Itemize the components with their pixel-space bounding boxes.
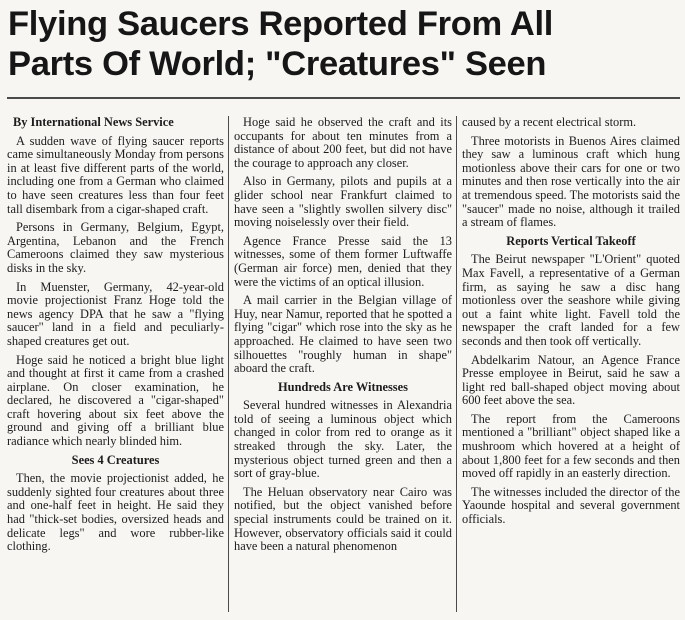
- column-2: [234, 116, 452, 616]
- headline: [8, 4, 680, 84]
- paragraph-continuation: caused by a recent electrical storm.: [462, 116, 637, 129]
- paragraph: Persons in Germany, Belgium, Egypt, Argentina, Lebanon and the French Cameroons claimed they saw mysterious disks in the sky.: [7, 220, 224, 275]
- paragraph: A mail carrier in the Belgian village of Huy, near Namur, reported that he spotted a flying "cigar" which rose into the sky as he approached. He claimed to have seen two silhouettes "roughly human in shape" aboard the craft.: [234, 293, 452, 376]
- paragraph: Agence France Presse said the 13 witnesses, some of them former Luftwaffe (German air force) men, denied that they were the victims of an optical illusion.: [234, 233, 452, 289]
- column-1: [7, 116, 224, 616]
- byline: By International News Service: [13, 116, 174, 129]
- subheading: Sees 4 Creatures: [71, 452, 160, 467]
- paragraph: The report from the Cameroons mentioned a "brilliant" object shaped like a mushroom which hovered at a height of about 1,800 feet for a few seconds and then moved off rapidly in an easterly direction.: [462, 411, 680, 481]
- headline-rule: [7, 97, 680, 99]
- column-3: [462, 116, 680, 616]
- paragraph: Then, the movie projectionist added, he suddenly sighted four creatures about three and one-half feet in height. He said they had "thick-set bodies, oversized heads and delicate legs" and wore rubber-like clothing.: [7, 471, 224, 554]
- headline-line-2: Parts Of World; "Creatures" Seen: [8, 45, 547, 83]
- subheading: Reports Vertical Takeoff: [506, 233, 636, 248]
- paragraph: Abdelkarim Natour, an Agence France Presse employee in Beirut, said he saw a light red ball-shaped object moving about 600 feet above the sea.: [462, 352, 680, 408]
- paragraph: Hoge said he noticed a bright blue light and thought at first it came from a crashed airplane. On closer examination, he declared, he discovered a "cigar-shaped" craft hovering about six feet above the ground and giving off a brilliant blue radiance which nearly blinded him.: [7, 352, 224, 449]
- paragraph: Also in Germany, pilots and pupils at a glider school near Frankfurt claimed to have seen a "slightly swollen silvery disc" moving noiselessly over their field.: [234, 174, 452, 230]
- paragraph: Several hundred witnesses in Alexandria told of seeing a luminous object which changed in color from red to orange as it streaked through the sky. Later, the mysterious object turned green and then a sort of gray-blue.: [234, 398, 452, 481]
- paragraph: The Beirut newspaper "L'Orient" quoted Max Favell, a representative of a German firm, as saying he saw a disc hang motionless over the seashore while giving out a faint white light. Favell told the newspaper the craft landed for a few seconds and then took off vertically.: [462, 252, 680, 348]
- subheading: Hundreds Are Witnesses: [278, 379, 408, 394]
- column-rule-2: [456, 116, 457, 612]
- paragraph: The witnesses included the director of the Yaounde hospital and several government officials.: [462, 484, 680, 527]
- paragraph: In Muenster, Germany, 42-year-old movie projectionist Franz Hoge told the news agency DPA that he saw a "flying saucer" land in a field and peculiarly-shaped creatures get out.: [7, 279, 224, 348]
- paragraph: A sudden wave of flying saucer reports came simultaneously Monday from persons in at least five different parts of the world, including one from a German who claimed to have seen creatures less than four feet tall disembark from a cigar-shaped craft.: [7, 133, 224, 216]
- paragraph: Three motorists in Buenos Aires claimed they saw a luminous craft which hung motionless above their cars for one or two minutes and then rose vertically into the air at tremendous speed. The motorists said the "saucer" made no noise, although it trailed a stream of flames.: [462, 133, 680, 230]
- paragraph: Hoge said he observed the craft and its occupants for about ten minutes from a distance of about 200 feet, but did not have the courage to approach any closer.: [234, 116, 452, 170]
- headline-line-1: Flying Saucers Reported From All: [8, 5, 554, 43]
- column-rule-1: [228, 116, 229, 612]
- paragraph: The Heluan observatory near Cairo was notified, but the object vanished before special instruments could be trained on it. However, observatory officials said it could have been a natural phenomenon: [234, 484, 452, 554]
